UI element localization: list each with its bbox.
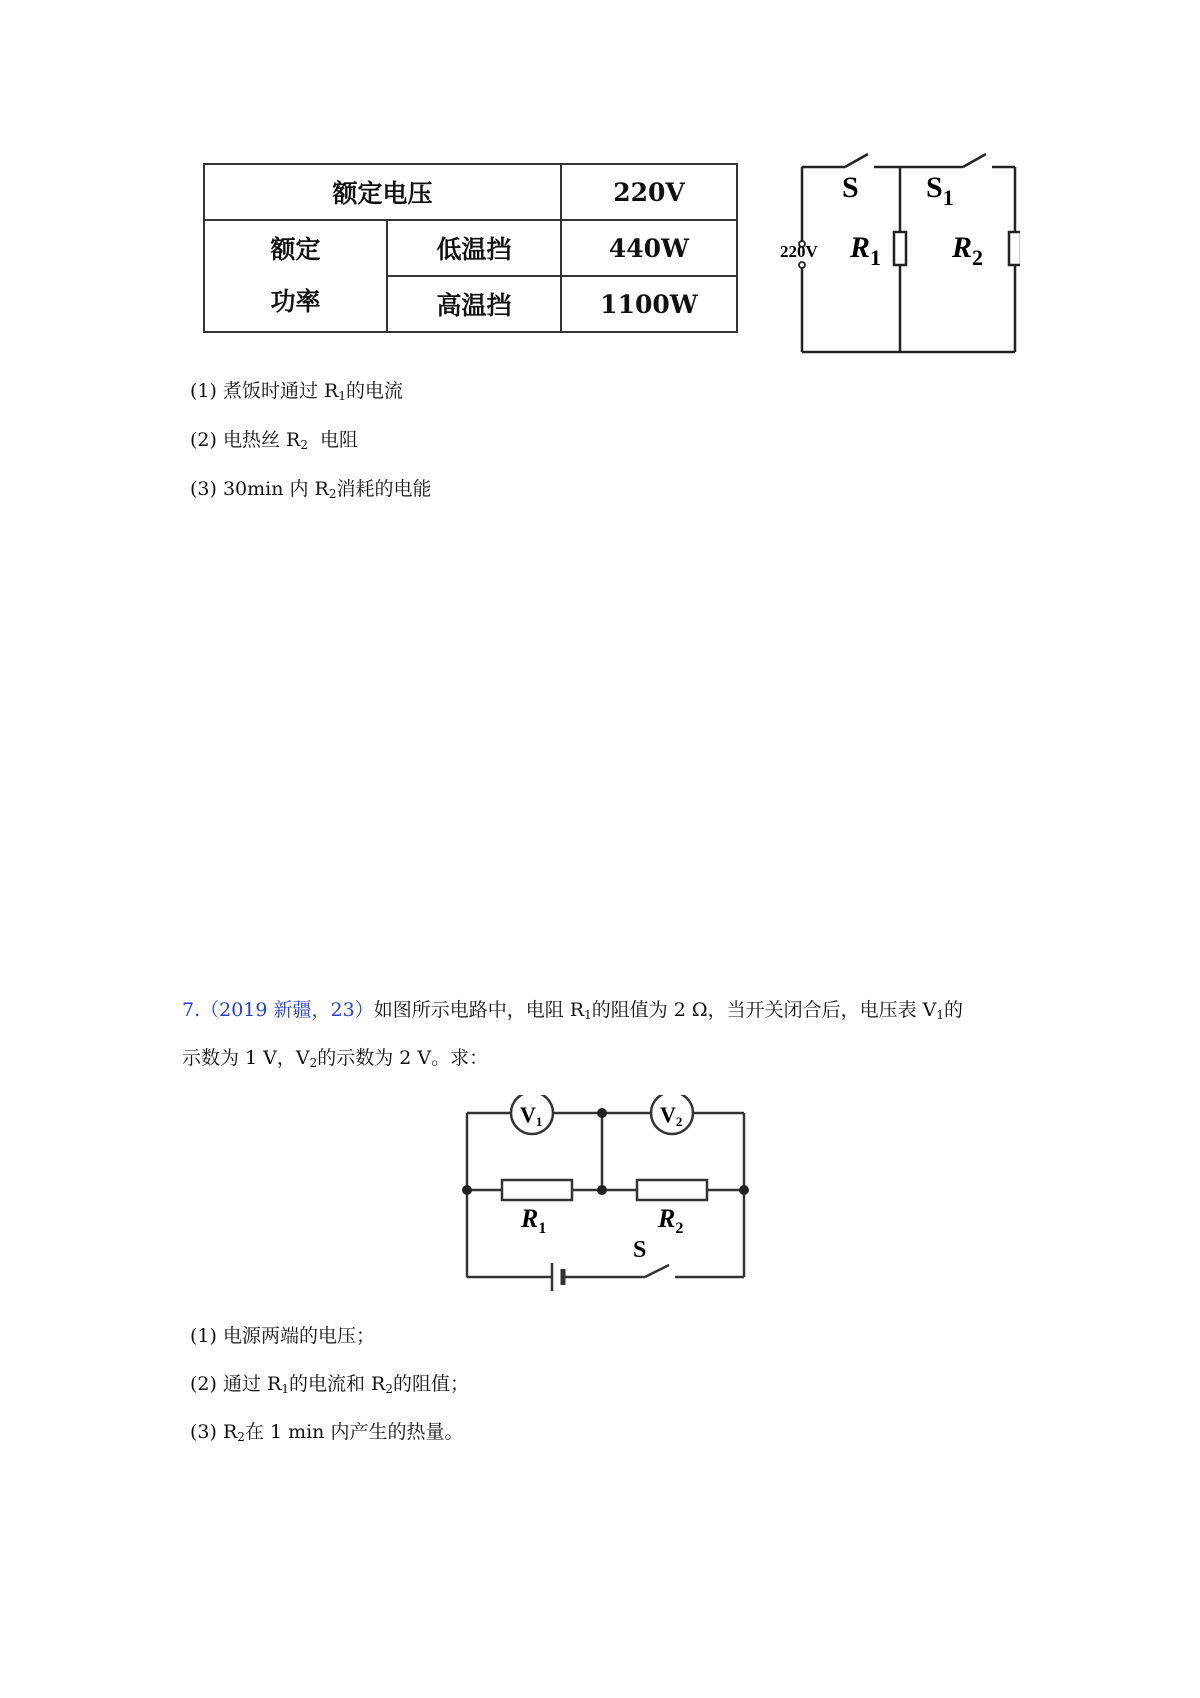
q7-part-1 [190,1324,375,1348]
q7-part-3 [190,1420,463,1449]
q7-part-3-text-a: R [222,1421,238,1443]
q6-part-2-sub: 2 [300,438,308,452]
q7-part-1-number: (1) [190,1325,217,1347]
rated-power-label-1: 额定 [270,235,321,264]
q7-line-2-text-a: 示数为 1 V，V [182,1047,310,1069]
source-label: 220V [780,242,818,261]
high-gear-label: 高温挡 [387,276,561,332]
junction-middle [597,1185,607,1195]
resistor-r1 [894,232,906,265]
q6-part-3 [190,477,432,506]
q6-part-2-text-b: 电阻 [307,429,359,451]
q7-part-2-text-c: 的阻值； [392,1373,469,1395]
resistor-r1 [502,1180,572,1200]
junction-left [462,1185,472,1195]
rated-voltage-value: 220V [561,164,737,220]
rated-power-label [204,220,387,332]
v2-label: V2 [660,1102,683,1129]
q7-part-2-sub-2: 2 [385,1382,393,1396]
q6-part-2 [190,428,358,457]
q6-part-3-number: (3) [190,478,217,500]
r2-label: $R_2$ [658,1204,684,1237]
q6-part-2-number: (2) [190,429,217,451]
q7-line-1-text-c: 的 [944,999,964,1021]
q6-part-3-text-b: 消耗的电能 [336,478,432,500]
q6-part-3-text-a: 30min 内 R [222,478,329,500]
q7-line-2-text-b: 的示数为 2 V。求： [317,1047,489,1069]
q6-part-1 [190,379,403,408]
junction-top [597,1108,607,1118]
v1-label: V1 [520,1102,543,1129]
q7-part-1-text: 电源两端的电压； [222,1325,375,1347]
q7-part-2-text-b: 的电流和 R [288,1373,386,1395]
q7-part-3-text-b: 在 1 min 内产生的热量。 [244,1421,464,1443]
q7-line-2 [182,1046,488,1075]
q7-part-2 [190,1372,469,1401]
q7-part-2-text-a: 通过 R [222,1373,282,1395]
r1-label: $R_1$ [850,231,882,270]
low-gear-value: 440W [561,220,737,276]
q7-part-2-number: (2) [190,1373,217,1395]
high-gear-value: 1100W [561,276,737,332]
q7-line-1 [182,998,963,1027]
q7-line-1-sub-1: 1 [584,1008,592,1022]
q6-part-1-text-b: 的电流 [345,380,403,402]
r2-label: $R_2$ [952,231,984,270]
q7-source-label: 7.（2019 新疆，23） [182,999,374,1021]
q7-line-1-text-a: 如图所示电路中，电阻 R [373,999,585,1021]
rated-power-label-2: 功率 [270,287,321,316]
low-gear-label: 低温挡 [387,220,561,276]
junction-right [739,1185,749,1195]
q6-part-3-sub: 2 [328,487,337,501]
spec-table [203,163,738,333]
q7-part-2-sub-1: 1 [281,1382,289,1396]
q6-part-1-sub: 1 [338,389,346,403]
q6-part-1-text-a: 煮饭时通过 R [222,380,339,402]
rated-voltage-label: 额定电压 [204,164,561,220]
resistor-r2 [1009,232,1020,265]
source-terminal-bottom [799,262,805,268]
resistor-r2 [637,1180,707,1200]
q6-part-1-number: (1) [190,380,217,402]
switch-s-label: S [633,1237,647,1263]
r1-label: $R_1$ [521,1204,547,1237]
q7-line-2-sub: 2 [309,1056,318,1070]
q7-part-3-number: (3) [190,1421,217,1443]
switch-s-label: S [842,171,859,204]
q7-part-3-sub: 2 [237,1430,245,1444]
q7-line-1-sub-2: 1 [936,1008,945,1022]
q6-part-2-text-a: 电热丝 R [222,429,301,451]
circuit-diagram-2 [455,1095,755,1295]
q7-line-1-text-b: 的阻值为 2 Ω，当开关闭合后，电压表 V [591,999,937,1021]
circuit-diagram-1 [780,145,1020,360]
switch-s1-label: $S_1$ [926,171,954,210]
